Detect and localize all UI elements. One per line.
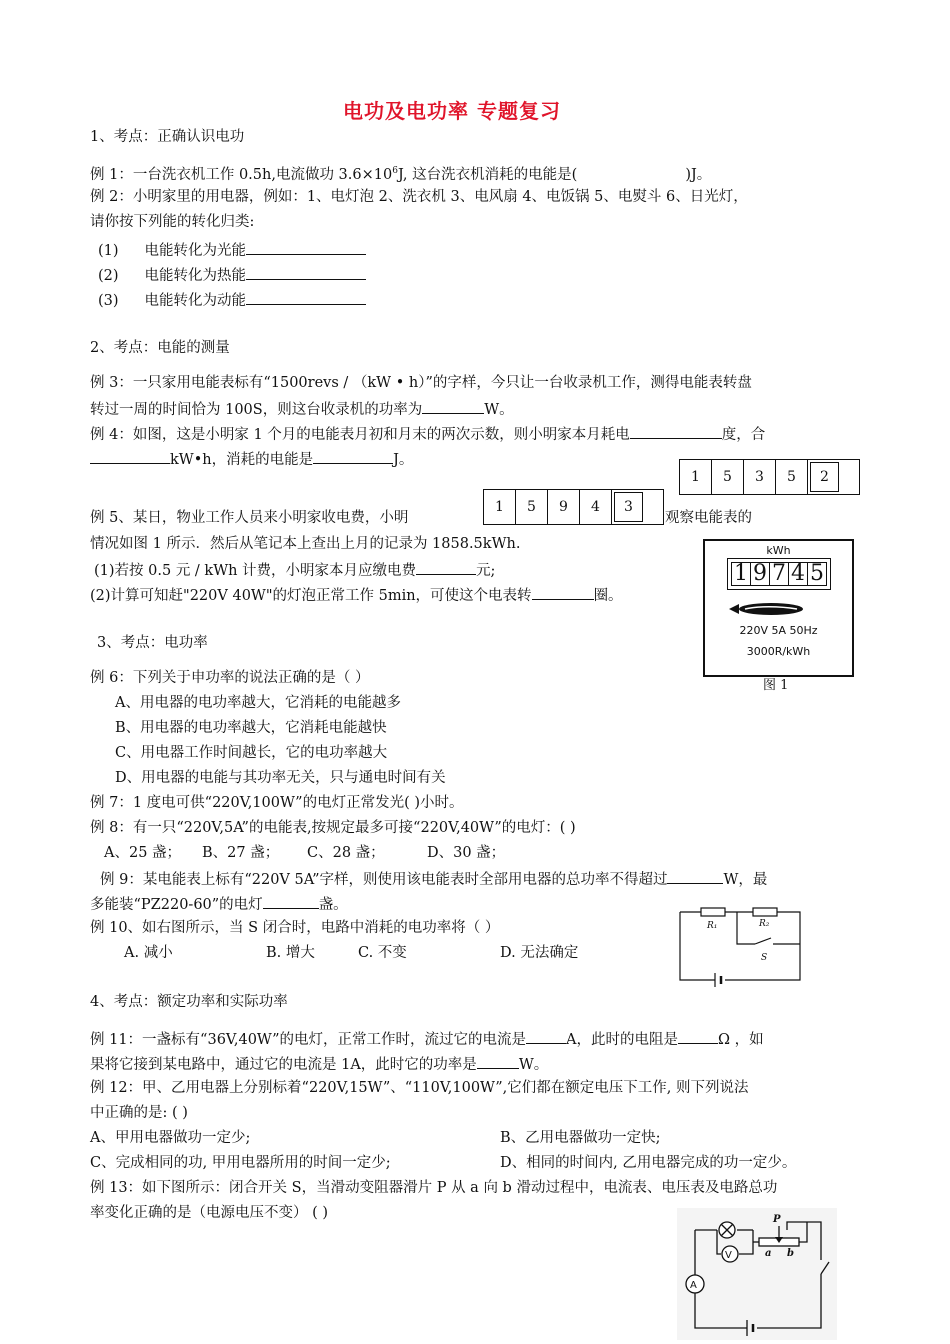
answer-blank[interactable] [678, 1028, 718, 1044]
example-10-option: C. 不变 [358, 945, 407, 961]
example-2-item: (3) 电能转化为动能 [98, 289, 366, 311]
example-8-option: A、25 盏； [104, 845, 182, 861]
voltmeter-label: V [725, 1250, 732, 1261]
meter-digit: 5 [516, 490, 548, 524]
section-1-heading: 1、考点：正确认识电功 [90, 129, 245, 145]
meter-digit: 4 [580, 490, 612, 524]
example-6: 例 6：下列关于申功率的说法正确的是（ ） [90, 670, 370, 686]
r2-label: R₂ [759, 919, 770, 929]
example-11-line2: 果将它接到某电路中，通过它的电流是 1A，此时它的功率是 W。 [90, 1053, 548, 1075]
example-9-line1: 例 9：某电能表上标有“220V 5A”字样，则使用该电能表时全部用电器的总功率不得超过 W，最 [100, 868, 767, 890]
example-5-q2: (2)计算可知赶"220V 40W"的灯泡正常工作 5min，可使这个电表转 圈。 [90, 584, 623, 606]
slider-b-label: b [787, 1248, 794, 1259]
meter-unit: kWh [766, 544, 791, 557]
example-11-line1: 例 11：一盏标有“36V,40W”的电灯，正常工作时，流过它的电流是 A，此时的电阻是 Ω ，如 [90, 1028, 764, 1050]
example-6-option: A、用电器的电功率越大，它消耗的电能越多 [115, 695, 401, 711]
meter-counter-digit: 4 [789, 563, 808, 585]
slider-p-label: P [773, 1214, 781, 1225]
example-6-option: D、用电器的电能与其功率无关，只与通电时间有关 [115, 770, 446, 786]
answer-blank[interactable] [416, 559, 476, 575]
answer-blank[interactable] [630, 423, 722, 439]
meter-counter-digit: 9 [751, 563, 770, 585]
answer-blank[interactable] [263, 893, 319, 909]
example-5-line2: 情况如图 1 所示．然后从笔记本上查出上月的记录为 1858.5kWh. [90, 536, 521, 552]
meter-digit: 1 [680, 460, 712, 494]
section-2-heading: 2、考点：电能的测量 [90, 340, 230, 356]
meter-reading-end [679, 459, 860, 495]
example-12-option: B、乙用电器做功一定快; [500, 1130, 661, 1146]
meter-digit-decimal: 2 [810, 462, 839, 492]
example-12-option: C、完成相同的功, 甲用电器所用的时间一定少; [90, 1155, 391, 1171]
answer-blank[interactable] [246, 239, 366, 255]
meter-digit: 9 [548, 490, 580, 524]
meter-counter [727, 558, 831, 590]
section-4-heading: 4、考点：额定功率和实际功率 [90, 994, 288, 1010]
example-6-option: C、用电器工作时间越长，它的电功率越大 [115, 745, 388, 761]
meter-reading-start [483, 489, 664, 525]
answer-blank[interactable] [313, 448, 393, 464]
answer-blank[interactable] [477, 1053, 519, 1069]
answer-blank[interactable] [667, 868, 723, 884]
ammeter-label: A [690, 1280, 697, 1291]
example-7: 例 7：1 度电可供“220V,100W”的电灯正常发光( )小时。 [90, 795, 464, 811]
example-12-option: D、相同的时间内, 乙用电器完成的功一定少。 [500, 1155, 797, 1171]
meter-digit: 5 [712, 460, 744, 494]
meter-disc-icon [727, 599, 807, 619]
circuit-diagram-13 [677, 1208, 837, 1340]
meter-digit: 3 [744, 460, 776, 494]
example-8-option: B、27 盏； [202, 845, 280, 861]
page-title: 电功及电功率 专题复习 [343, 99, 561, 123]
meter-counter-digit: 7 [770, 563, 789, 585]
example-2-item: (2) 电能转化为热能 [98, 264, 366, 286]
example-10: 例 10、如右图所示，当 S 闭合时，电路中消耗的电功率将（ ） [90, 920, 500, 936]
example-13-line1: 例 13：如下图所示：闭合开关 S，当滑动变阻器滑片 P 从 a 向 b 滑动过程中，电流表、电压表及电路总功 [90, 1180, 778, 1196]
example-1: 例 1：一台洗衣机工作 0.5h,电流做功 $3.6\times 10^6J$, 这台洗衣机消耗的电能是( )J。 [90, 166, 712, 183]
example-3-line2: 转过一周的时间恰为 100S，则这台收录机的功率为 W。 [90, 398, 514, 420]
example-5-line1: 例 5、某日，物业工作人员来小明家收电费，小明 [90, 510, 409, 526]
meter-rate: 3000R/kWh [746, 645, 811, 658]
meter-digit-decimal: 3 [614, 492, 643, 522]
example-12-line2: 中正确的是: ( ) [90, 1105, 188, 1121]
slider-a-label: a [765, 1248, 772, 1259]
example-4-line2: kW•h，消耗的电能是 J。 [90, 448, 413, 470]
example-2-item: (1) 电能转化为光能 [98, 239, 366, 261]
example-8-option: C、28 盏； [307, 845, 385, 861]
figure-1-caption: 图 1 [763, 678, 789, 693]
example-10-option: A. 减小 [124, 945, 173, 961]
answer-blank[interactable] [526, 1028, 566, 1044]
example-9-line2: 多能装“PZ220-60”的电灯 盏。 [90, 893, 348, 915]
example-8-option: D、30 盏； [427, 845, 506, 861]
meter-counter-inner [731, 562, 827, 586]
example-2-line1: 例 2：小明家里的用电器，例如：1、电灯泡 2、洗衣机 3、电风扇 4、电饭锅 5、电熨斗 6、日光灯， [90, 189, 748, 205]
answer-blank[interactable] [90, 448, 170, 464]
example-13-line2: 率变化正确的是（电源电压不变） ( ) [90, 1205, 329, 1221]
answer-blank[interactable] [246, 264, 366, 280]
example-8: 例 8：有一只“220V,5A”的电能表,按规定最多可接“220V,40W”的电灯：( ) [90, 820, 576, 836]
example-12-line1: 例 12：甲、乙用电器上分别标着“220V,15W”、“110V,100W”,它们都在额定电压下工作, 则下列说法 [90, 1080, 749, 1096]
example-3-line1: 例 3：一只家用电能表标有“1500revs / （kW • h）”的字样，今只让一台收录机工作，测得电能表转盘 [90, 375, 752, 391]
meter-digit: 1 [484, 490, 516, 524]
meter-counter-digit: 1 [732, 563, 751, 585]
example-12-option: A、甲用电器做功一定少; [90, 1130, 251, 1146]
figure-1-meter [703, 539, 854, 677]
meter-counter-digit: 5 [810, 561, 824, 586]
switch-label: S [761, 953, 768, 963]
example-10-option: B. 增大 [266, 945, 315, 961]
meter-spec: 220V 5A 50Hz [739, 624, 818, 637]
example-5-q1: (1)若按 0.5 元 / kWh 计费，小明家本月应缴电费 元; [94, 559, 495, 581]
example-5-line1-end: 观察电能表的 [665, 510, 752, 526]
meter-digit: 5 [776, 460, 808, 494]
circuit-diagram-10 [675, 906, 805, 988]
section-3-heading: 3、考点：电功率 [97, 635, 208, 651]
meter-cell-empty [841, 460, 859, 494]
example-10-option: D. 无法确定 [500, 945, 579, 961]
meter-cell-empty [645, 490, 663, 524]
example-4-line1: 例 4：如图，这是小明家 1 个月的电能表月初和月末的两次示数，则小明家本月耗电 度，合 [90, 423, 765, 445]
example-6-option: B、用电器的电功率越大，它消耗电能越快 [115, 720, 387, 736]
answer-blank[interactable] [532, 584, 594, 600]
answer-blank[interactable] [246, 289, 366, 305]
answer-blank[interactable] [422, 398, 484, 414]
r1-label: R₁ [707, 921, 718, 931]
example-2-line2: 请你按下列能的转化归类: [90, 214, 255, 230]
